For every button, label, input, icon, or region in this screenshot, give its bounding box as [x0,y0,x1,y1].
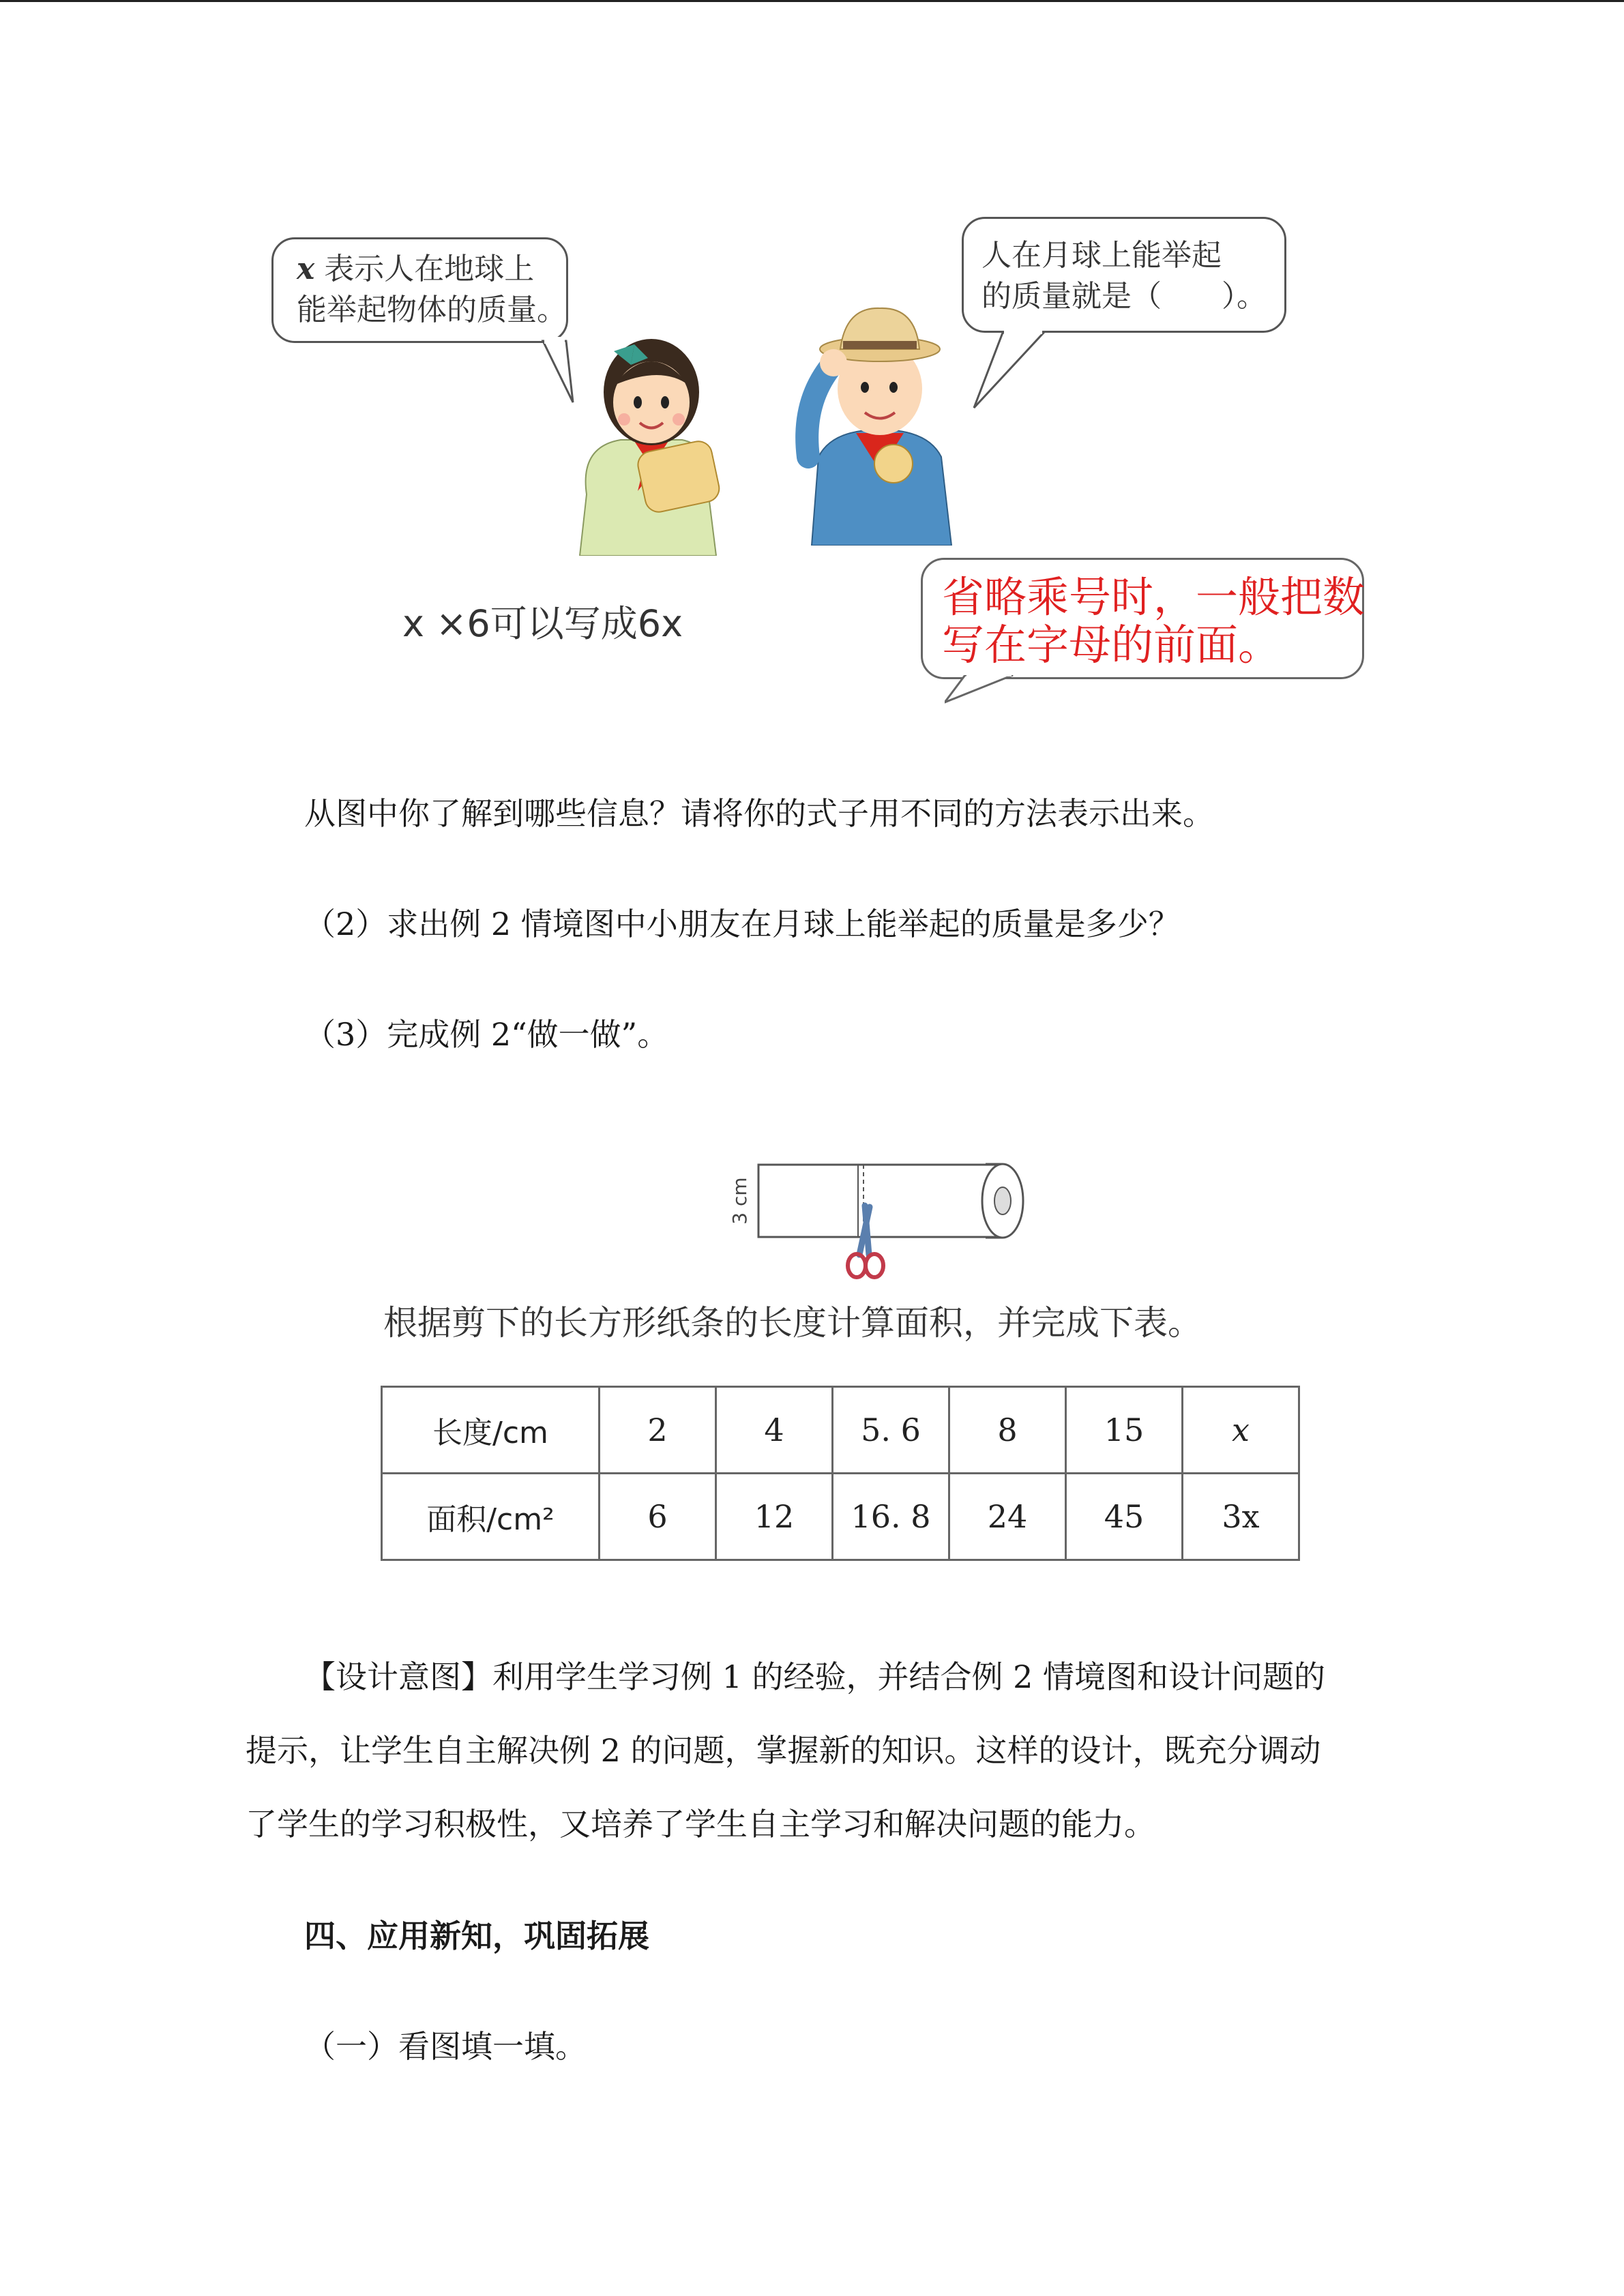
table-cell: 12 [716,1474,833,1560]
multiplication-caption: x ×6可以写成6x [402,602,683,645]
design-intent-line2: 提示，让学生自主解决例 2 的问题，掌握新的知识。这样的设计，既充分调动 [246,1732,1321,1769]
girl-speech-bubble [271,237,568,343]
girl-bubble-line2: 能举起物体的质量。 [297,293,567,327]
strip-instruction: 根据剪下的长方形纸条的长度计算面积，并完成下表。 [383,1303,1202,1343]
hint-speech-bubble [921,558,1364,679]
table-cell: 5. 6 [833,1387,949,1474]
length-area-table [381,1386,1300,1561]
table-row-length [382,1387,1299,1474]
girl-bubble-line1: 表示人在地球上 [324,252,535,286]
table-cell: 3x [1183,1474,1299,1560]
paragraph-question-3: （3）完成例 2“做一做”。 [304,1016,669,1053]
table-cell: 15 [1066,1387,1183,1474]
hint-line1: 省略乘号时，一般把数 [942,572,1365,622]
table-cell: 4 [716,1387,833,1474]
page-top-border [0,0,1624,2]
table-cell: x [1183,1387,1299,1474]
exercise-item-1: （一）看图填一填。 [304,2028,587,2065]
table-cell: 24 [949,1474,1066,1560]
hint-line2: 写在字母的前面。 [942,620,1281,670]
table-header-length: 长度/cm [382,1387,600,1474]
table-row-area [382,1474,1299,1560]
table-cell: 16. 8 [833,1474,949,1560]
strip-width-label: 3 cm [728,1177,751,1225]
table-cell: 45 [1066,1474,1183,1560]
girl-illustration [559,310,743,556]
paragraph-question-2: （2）求出例 2 情境图中小朋友在月球上能举起的质量是多少？ [304,906,1180,942]
table-cell: 2 [600,1387,716,1474]
boy-bubble-line2: 的质量就是（ ）。 [981,279,1267,314]
hint-bubble-tail [945,675,1027,709]
variable-x: x [297,252,315,286]
boy-speech-bubble [962,217,1286,333]
paragraph-question-info: 从图中你了解到哪些信息？请将你的式子用不同的方法表示出来。 [304,795,1214,832]
paper-strip-figure [723,1146,1030,1289]
design-intent-line3: 了学生的学习积极性，又培养了学生自主学习和解决问题的能力。 [246,1806,1155,1843]
table-cell: 8 [949,1387,1066,1474]
boy-bubble-tail [969,320,1050,416]
boy-bubble-line1: 人在月球上能举起 [981,238,1222,273]
table-cell: 6 [600,1474,716,1560]
section-heading: 四、应用新知，巩固拓展 [304,1918,649,1954]
design-intent-line1: 【设计意图】利用学生学习例 1 的经验，并结合例 2 情境图和设计问题的 [304,1658,1326,1695]
boy-illustration [791,300,969,546]
table-header-area: 面积/cm² [382,1474,600,1560]
